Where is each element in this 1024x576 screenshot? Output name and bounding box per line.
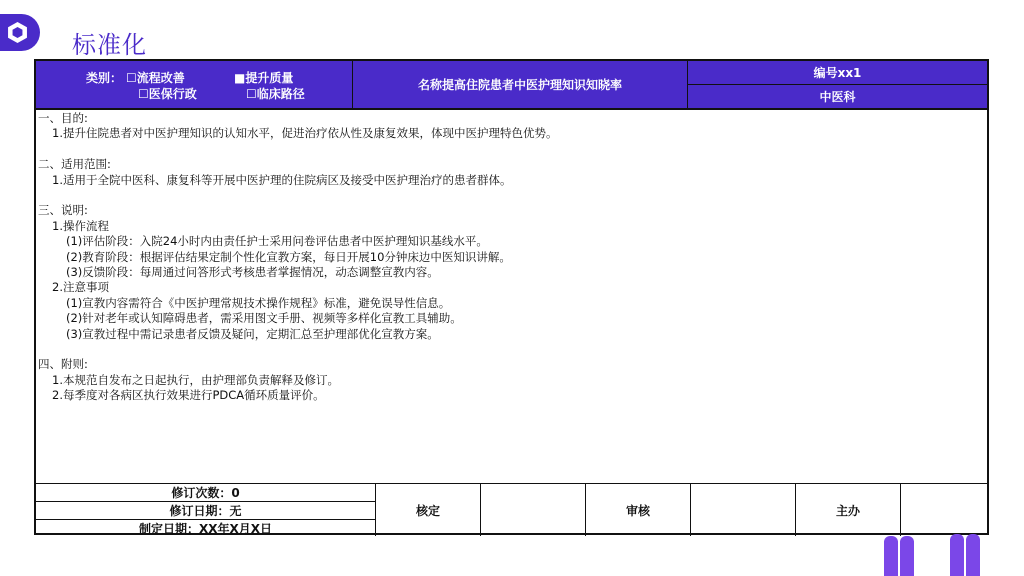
standard-document (34, 59, 989, 535)
section-line: 2.每季度对各病区执行效果进行PDCA循环质量评价。 (52, 388, 325, 403)
section-heading: 二、适用范围: (38, 157, 111, 172)
approve-signature-cell[interactable] (481, 484, 586, 536)
category-option-clinical-path[interactable]: ☐临床路径 (246, 87, 305, 101)
number-department-cell (688, 61, 987, 108)
category-option-process[interactable]: ☐流程改善 (126, 71, 185, 85)
section-line: 1.本规范自发布之日起执行，由护理部负责解释及修订。 (52, 372, 339, 387)
section-line: (2)针对老年或认知障碍患者，需采用图文手册、视频等多样化宣教工具辅助。 (66, 311, 462, 326)
section-heading: 一、目的: (38, 111, 88, 125)
document-number: 编号xx1 (688, 61, 987, 85)
hexagon-logo-icon (7, 22, 28, 43)
section-line: (1)评估阶段：入院24小时内由责任护士采用问卷评估患者中医护理知识基线水平。 (66, 234, 488, 249)
department: 中医科 (819, 90, 856, 104)
decoration-bar (966, 534, 980, 576)
section-line: (1)宣教内容需符合《中医护理常规技术操作规程》标准，避免误导性信息。 (66, 295, 451, 310)
decoration-bar (884, 536, 898, 576)
decoration-bar (950, 534, 964, 576)
document-body (38, 111, 557, 404)
section-line: 2.注意事项 (52, 280, 109, 295)
sponsor-label: 主办 (796, 484, 901, 536)
category-option-insurance[interactable]: ☐医保行政 (138, 87, 197, 101)
document-name: 名称提高住院患者中医护理知识知晓率 (353, 61, 688, 108)
review-signature-cell[interactable] (691, 484, 796, 536)
revision-count: 修订次数：0 (36, 484, 375, 502)
revision-date: 修订日期：无 (36, 502, 375, 520)
category-cell (36, 61, 353, 108)
made-date: 制定日期：XX年X月X日 (138, 522, 272, 536)
section-line: (3)宣教过程中需记录患者反馈及疑问，定期汇总至护理部优化宣教方案。 (66, 326, 439, 341)
section-line: 1.适用于全院中医科、康复科等开展中医护理的住院病区及接受中医护理治疗的患者群体。 (52, 172, 512, 187)
section-line: 1.操作流程 (52, 218, 109, 233)
approve-label: 核定 (376, 484, 481, 536)
revision-info (36, 484, 376, 536)
decoration-bar (900, 536, 914, 576)
section-spacer (38, 342, 557, 357)
document-header (36, 61, 987, 110)
review-label: 审核 (586, 484, 691, 536)
page-title: 标准化 (72, 31, 147, 59)
logo-badge (0, 14, 40, 51)
category-option-quality[interactable]: ■提升质量 (234, 71, 294, 85)
sponsor-signature-cell[interactable] (901, 484, 987, 536)
section-heading: 三、说明: (38, 203, 88, 218)
section-spacer (38, 142, 557, 157)
category-label: 类别： (86, 71, 123, 85)
section-line: (3)反馈阶段：每周通过问答形式考核患者掌握情况，动态调整宣教内容。 (66, 265, 439, 280)
section-line: 1.提升住院患者对中医护理知识的认知水平，促进治疗依从性及康复效果，体现中医护理特色优势。 (52, 126, 558, 141)
section-heading: 四、附则: (38, 357, 88, 372)
section-spacer (38, 188, 557, 203)
section-line: (2)教育阶段：根据评估结果定制个性化宣教方案，每日开展10分钟床边中医知识讲解。 (66, 249, 511, 264)
document-footer (36, 483, 987, 536)
